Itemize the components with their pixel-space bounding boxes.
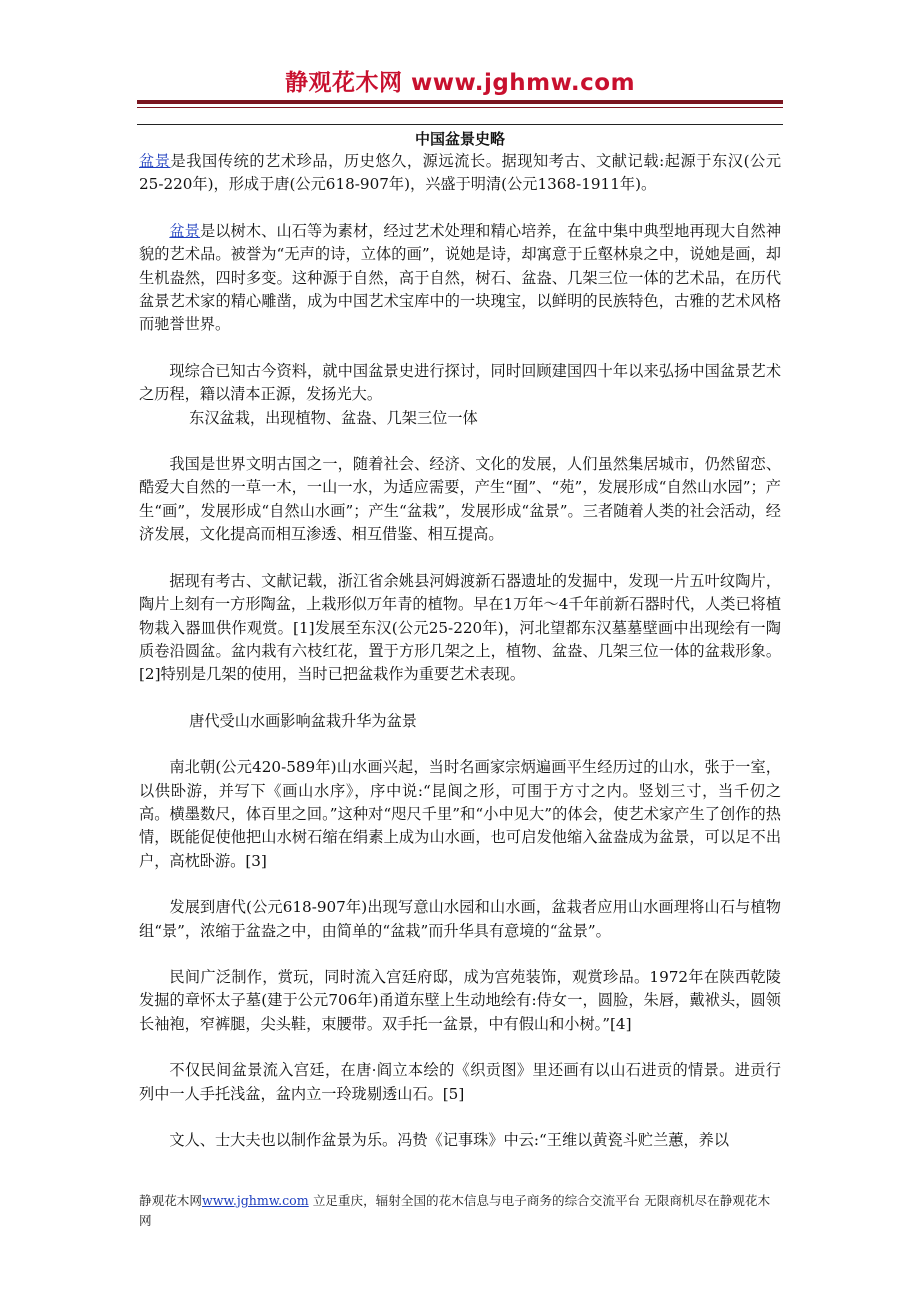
paragraph-9: 不仅民间盆景流入宫廷，在唐·阎立本绘的《织贡图》里还画有以山石进贡的情景。进贡行列中一人手托浅盆，盆内立一玲珑剔透山石。[5] <box>139 1061 781 1103</box>
title-rule <box>137 124 783 125</box>
paragraph-3: 现综合已知古今资料，就中国盆景史进行探讨，同时回顾建国四十年以来弘扬中国盆景艺术之历程，籍以清本正源，发扬光大。 <box>139 361 781 404</box>
paragraph-2-text: 是以树木、山石等为素材，经过艺术处理和精心培养，在盆中集中典型地再现大自然神貌的艺术品。被誉为“无声的诗，立体的画”，说她是诗，却寓意于丘壑林泉之中，说她是画，却生机盎然，四时多变。这种源于自然，高于自然，树石、盆盎、几架三位一体的艺术品，在历代盆景艺术家的精心雕凿，成为中国艺术宝库中的一块瑰宝，以鲜明的民族特色，古雅的艺术风格而驰誉世界。 <box>139 221 782 334</box>
section-heading-1: 东汉盆栽，出现植物、盆盎、几架三位一体 <box>189 408 478 427</box>
paragraph-7: 发展到唐代(公元618-907年)出现写意山水园和山水画，盆栽者应用山水画理将山石与植物组“景”，浓缩于盆盎之中，由简单的“盆栽”而升华具有意境的“盆景”。 <box>139 898 781 940</box>
paragraph-8: 民间广泛制作，赏玩，同时流入宫廷府邸，成为宫苑装饰，观赏珍品。1972年在陕西乾陵发掘的章怀太子墓(建于公元706年)甬道东壁上生动地绘有:侍女一，圆脸，朱唇，戴袱头，圆领长袖袍，窄裤腿，尖头鞋，束腰带。双手托一盆景，中有假山和小树。”[4] <box>139 967 781 1033</box>
page-footer <box>139 1191 781 1231</box>
header-rule-thin <box>137 107 783 108</box>
paragraph-2 <box>139 220 781 337</box>
section-heading-2: 唐代受山水画影响盆栽升华为盆景 <box>189 711 417 730</box>
footer-site-name: 静观花木网 <box>139 1193 202 1208</box>
header-rule-thick <box>137 100 783 104</box>
penjing-link[interactable]: 盆景 <box>139 152 171 170</box>
paragraph-5: 据现有考古、文献记载，浙江省余姚县河姆渡新石器遗址的发掘中，发现一片五叶纹陶片，陶片上刻有一方形陶盆，上栽形似万年青的植物。早在1万年～4千年前新石器时代，人类已将植物栽入器皿供作观赏。[1]发展至东汉(公元25-220年)，河北望都东汉墓墓壁画中出现绘有一陶质卷沿圆盆。盆内栽有六枝红花，置于方形几架之上，植物、盆盎、几架三位一体的盆栽形象。[2]特别是几架的使用，当时已把盆栽作为重要艺术表现。 <box>139 571 782 684</box>
article-title: 中国盆景史略 <box>414 130 505 148</box>
paragraph-4: 我国是世界文明古国之一，随着社会、经济、文化的发展，人们虽然集居城市，仍然留恋、酷爱大自然的一草一木，一山一水，为适应需要，产生“囿”、“苑”，发展形成“自然山水园”；产生“画”，发展形成“自然山水画”；产生“盆栽”，发展形成“盆景”。三者随着人类的社会活动，经济发展，文化提高而相互渗透、相互借鉴、相互提高。 <box>139 455 781 544</box>
paragraph-1 <box>139 150 781 197</box>
penjing-link-2[interactable]: 盆景 <box>169 221 200 240</box>
paragraph-1-text: 是我国传统的艺术珍品，历史悠久，源远流长。据现知考古、文献记载:起源于东汉(公元25-220年)，形成于唐(公元618-907年)，兴盛于明清(公元1368-1911年)。 <box>139 152 782 194</box>
paragraph-10: 文人、士大夫也以制作盆景为乐。冯贽《记事珠》中云:“王维以黄瓷斗贮兰蕙，养以 <box>169 1131 730 1149</box>
paragraph-6: 南北朝(公元420-589年)山水画兴起，当时名画家宗炳遍画平生经历过的山水，张于一室，以供卧游，并写下《画山水序》，序中说:“昆阆之形，可围于方寸之内。竖划三寸，当千仞之高。横墨数尺，体百里之回。”这种对“咫尺千里”和“小中见大”的体会，使艺术家产生了创作的热情，既能促使他把山水树石缩在绢素上成为山水画，也可启发他缩入盆盎成为盆景，可以足不出户，高枕卧游。[3] <box>139 758 781 870</box>
site-header <box>137 66 783 100</box>
footer-slogan: 立足重庆，辐射全国的花木信息与电子商务的综合交流平台 无限商机尽在静观花木网 <box>139 1193 771 1228</box>
article-body <box>139 128 781 1152</box>
site-title: 静观花木网 www.jghmw.com <box>284 70 636 96</box>
footer-site-link[interactable]: www.jghmw.com <box>201 1193 309 1208</box>
